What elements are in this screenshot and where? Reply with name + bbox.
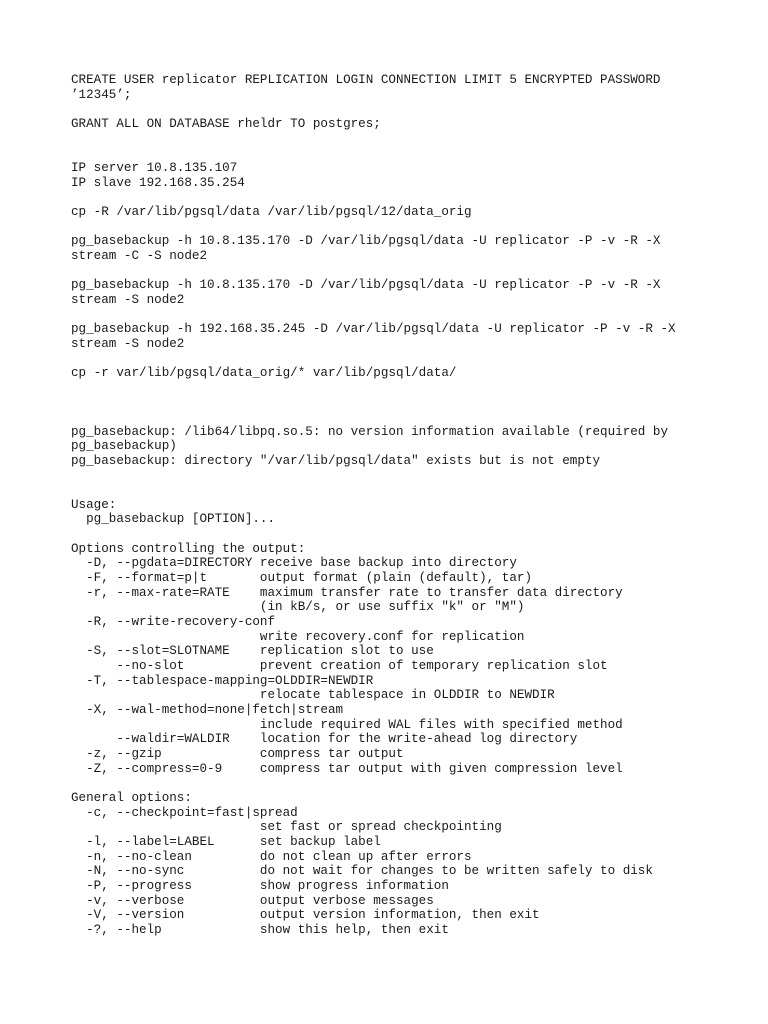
text-line: -X, --wal-method=none|fetch|stream — [71, 703, 344, 717]
text-line: pg_basebackup -h 10.8.135.170 -D /var/lib/pgsql/data -U replicator -P -v -R -X — [71, 234, 661, 249]
text-line: -n, --no-clean do not clean up after errors — [71, 849, 472, 864]
text-line — [71, 220, 761, 235]
text-line — [71, 263, 761, 278]
text-line — [71, 527, 761, 542]
text-line: pg_basebackup) — [71, 439, 177, 454]
text-line: pg_basebackup -h 10.8.135.170 -D /var/lib/pgsql/data -U replicator -P -v -R -X — [71, 278, 661, 293]
text-line: IP server 10.8.135.107 — [71, 160, 238, 175]
text-line: -R, --write-recovery-conf — [71, 615, 276, 630]
text-line — [71, 410, 761, 425]
text-line: stream -S node2 — [71, 292, 185, 307]
text-line: cp -R /var/lib/pgsql/data /var/lib/pgsql/12/data_orig — [71, 204, 472, 219]
text-line: Usage: — [71, 497, 117, 512]
text-line: CREATE USER replicator REPLICATION LOGIN CONNECTION LIMIT 5 ENCRYPTED PASSWORD — [71, 73, 661, 87]
text-line: pg_basebackup -h 192.168.35.245 -D /var/lib/pgsql/data -U replicator -P -v -R -X — [71, 322, 676, 337]
text-line: -D, --pgdata=DIRECTORY receive base backup into directory — [71, 556, 517, 571]
text-line: -l, --label=LABEL set backup label — [71, 834, 381, 849]
text-line: ’12345’; — [71, 87, 132, 102]
text-line: IP slave 192.168.35.254 — [71, 175, 245, 190]
text-line — [71, 483, 761, 498]
text-line: relocate tablespace in OLDDIR to NEWDIR — [71, 688, 555, 703]
text-line: (in kB/s, or use suffix "k" or "M") — [71, 600, 525, 615]
text-line: -S, --slot=SLOTNAME replication slot to use — [71, 644, 434, 659]
text-line — [71, 190, 761, 205]
text-line: pg_basebackup [OPTION]... — [71, 512, 276, 527]
text-line: -?, --help show this help, then exit — [71, 922, 449, 937]
text-line: --no-slot prevent creation of temporary replication slot — [71, 659, 608, 674]
text-line: write recovery.conf for replication — [71, 629, 525, 644]
document-text-block — [71, 73, 761, 937]
text-line — [71, 395, 761, 410]
text-line: GRANT ALL ON DATABASE rheldr TO postgres; — [71, 116, 381, 131]
text-line: -T, --tablespace-mapping=OLDDIR=NEWDIR — [71, 673, 374, 688]
text-line — [71, 307, 761, 322]
text-line: -r, --max-rate=RATE maximum transfer rate to transfer data directory — [71, 585, 623, 600]
text-line: pg_basebackup: directory "/var/lib/pgsql/data" exists but is not empty — [71, 453, 601, 468]
text-line: -P, --progress show progress information — [71, 878, 449, 893]
text-line: -N, --no-sync do not wait for changes to be written safely to disk — [71, 864, 653, 879]
text-line: -Z, --compress=0-9 compress tar output with given compression level — [71, 761, 623, 776]
text-line: -z, --gzip compress tar output — [71, 746, 404, 761]
text-line: Options controlling the output: — [71, 541, 306, 556]
text-line — [71, 146, 761, 161]
text-line: -c, --checkpoint=fast|spread — [71, 805, 298, 820]
text-line — [71, 381, 761, 396]
text-line: General options: — [71, 790, 192, 805]
text-line: stream -S node2 — [71, 336, 185, 351]
text-line: stream -C -S node2 — [71, 248, 208, 263]
text-line: cp -r var/lib/pgsql/data_orig/* var/lib/pgsql/data/ — [71, 366, 457, 380]
text-line: include required WAL files with specified method — [71, 717, 623, 732]
text-line — [71, 132, 761, 147]
text-line: -V, --version output version information, then exit — [71, 908, 540, 923]
text-line: --waldir=WALDIR location for the write-ahead log directory — [71, 732, 578, 747]
text-line — [71, 469, 761, 484]
text-line: -F, --format=p|t output format (plain (default), tar) — [71, 571, 533, 586]
text-line: set fast or spread checkpointing — [71, 820, 502, 835]
text-line: pg_basebackup: /lib64/libpq.so.5: no version information available (required by — [71, 424, 669, 439]
text-line: -v, --verbose output verbose messages — [71, 893, 434, 908]
text-line — [71, 102, 761, 117]
text-line — [71, 351, 761, 366]
text-line — [71, 776, 761, 791]
